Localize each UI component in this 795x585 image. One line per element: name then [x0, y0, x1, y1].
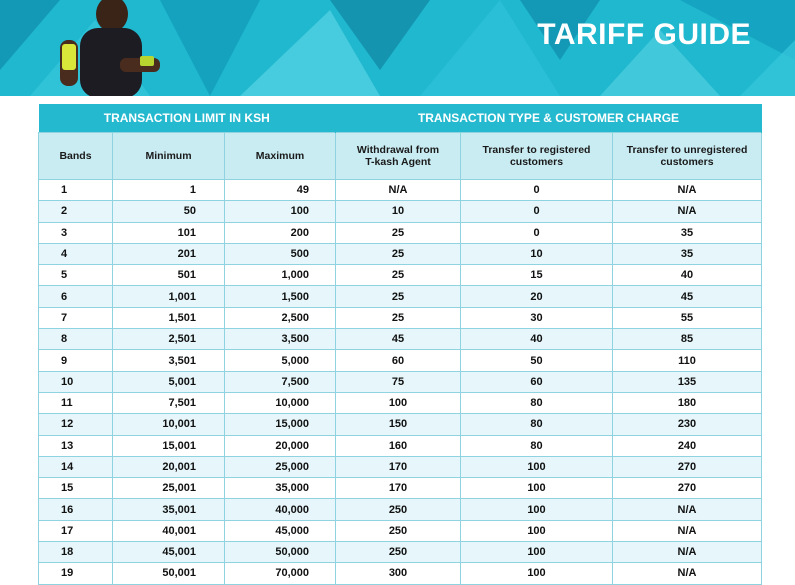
col-withdrawal [336, 133, 461, 180]
cell-band: 5 [39, 265, 113, 286]
cell-registered-fee: 60 [461, 371, 613, 392]
cell-registered-fee: 10 [461, 243, 613, 264]
table-row [39, 286, 762, 307]
cell-registered-fee: 100 [461, 563, 613, 584]
col-registered-line2: customers [509, 156, 564, 168]
cell-unregistered-fee: 180 [613, 392, 762, 413]
cell-minimum: 15,001 [113, 435, 225, 456]
header-transaction-limit: TRANSACTION LIMIT IN KSH [39, 104, 336, 133]
cell-unregistered-fee: 240 [613, 435, 762, 456]
cell-unregistered-fee: N/A [613, 180, 762, 201]
table-row [39, 265, 762, 286]
cell-unregistered-fee: N/A [613, 499, 762, 520]
column-header-row [39, 133, 762, 180]
cell-minimum: 101 [113, 222, 225, 243]
cell-minimum: 1,501 [113, 307, 225, 328]
cell-unregistered-fee: 270 [613, 478, 762, 499]
cell-unregistered-fee: 35 [613, 222, 762, 243]
cell-maximum: 25,000 [225, 456, 336, 477]
cell-withdrawal-fee: N/A [336, 180, 461, 201]
cell-band: 2 [39, 201, 113, 222]
cell-band: 13 [39, 435, 113, 456]
col-unregistered [613, 133, 762, 180]
cell-withdrawal-fee: 100 [336, 392, 461, 413]
cell-maximum: 20,000 [225, 435, 336, 456]
table-row [39, 499, 762, 520]
cell-withdrawal-fee: 75 [336, 371, 461, 392]
cell-minimum: 50 [113, 201, 225, 222]
cell-minimum: 20,001 [113, 456, 225, 477]
cell-minimum: 35,001 [113, 499, 225, 520]
table-row [39, 414, 762, 435]
cell-maximum: 10,000 [225, 392, 336, 413]
cell-maximum: 15,000 [225, 414, 336, 435]
cell-registered-fee: 100 [461, 520, 613, 541]
cell-withdrawal-fee: 25 [336, 222, 461, 243]
cell-minimum: 201 [113, 243, 225, 264]
cell-withdrawal-fee: 60 [336, 350, 461, 371]
col-withdrawal-line1: Withdrawal from [356, 144, 440, 156]
cell-registered-fee: 80 [461, 392, 613, 413]
cell-band: 18 [39, 542, 113, 563]
cell-registered-fee: 100 [461, 478, 613, 499]
cell-maximum: 500 [225, 243, 336, 264]
cell-withdrawal-fee: 150 [336, 414, 461, 435]
cell-withdrawal-fee: 25 [336, 265, 461, 286]
cell-withdrawal-fee: 45 [336, 329, 461, 350]
cell-maximum: 1,000 [225, 265, 336, 286]
cell-minimum: 10,001 [113, 414, 225, 435]
cell-minimum: 1,001 [113, 286, 225, 307]
cell-unregistered-fee: 35 [613, 243, 762, 264]
table-row [39, 542, 762, 563]
cell-unregistered-fee: 85 [613, 329, 762, 350]
cell-unregistered-fee: 230 [613, 414, 762, 435]
cell-band: 11 [39, 392, 113, 413]
cell-minimum: 1 [113, 180, 225, 201]
col-withdrawal-line2: T-kash Agent [365, 156, 431, 168]
table-row [39, 520, 762, 541]
banner [0, 0, 795, 96]
col-bands: Bands [39, 133, 113, 180]
cell-registered-fee: 0 [461, 222, 613, 243]
cell-maximum: 3,500 [225, 329, 336, 350]
cell-registered-fee: 100 [461, 456, 613, 477]
cell-maximum: 35,000 [225, 478, 336, 499]
cell-maximum: 45,000 [225, 520, 336, 541]
table-row [39, 392, 762, 413]
cell-withdrawal-fee: 170 [336, 478, 461, 499]
cell-band: 12 [39, 414, 113, 435]
cell-minimum: 2,501 [113, 329, 225, 350]
col-minimum: Minimum [113, 133, 225, 180]
cell-withdrawal-fee: 170 [336, 456, 461, 477]
cell-minimum: 7,501 [113, 392, 225, 413]
cell-unregistered-fee: N/A [613, 201, 762, 222]
cell-unregistered-fee: 45 [613, 286, 762, 307]
cell-registered-fee: 0 [461, 180, 613, 201]
header-transaction-type: TRANSACTION TYPE & CUSTOMER CHARGE [336, 104, 762, 133]
col-registered [461, 133, 613, 180]
cell-registered-fee: 30 [461, 307, 613, 328]
table-row [39, 478, 762, 499]
cell-registered-fee: 0 [461, 201, 613, 222]
cell-withdrawal-fee: 250 [336, 520, 461, 541]
cell-band: 9 [39, 350, 113, 371]
cell-maximum: 40,000 [225, 499, 336, 520]
tariff-table [38, 104, 762, 585]
table-row [39, 329, 762, 350]
cell-registered-fee: 80 [461, 414, 613, 435]
group-header-row [39, 104, 762, 133]
cell-registered-fee: 20 [461, 286, 613, 307]
cell-maximum: 1,500 [225, 286, 336, 307]
cell-band: 14 [39, 456, 113, 477]
cell-unregistered-fee: 55 [613, 307, 762, 328]
cell-band: 6 [39, 286, 113, 307]
cell-registered-fee: 15 [461, 265, 613, 286]
table-row [39, 371, 762, 392]
table-row [39, 456, 762, 477]
col-unregistered-line2: customers [660, 156, 714, 168]
cell-unregistered-fee: N/A [613, 563, 762, 584]
cell-unregistered-fee: N/A [613, 542, 762, 563]
table-row [39, 435, 762, 456]
cell-unregistered-fee: 40 [613, 265, 762, 286]
cell-band: 3 [39, 222, 113, 243]
cell-unregistered-fee: N/A [613, 520, 762, 541]
tariff-table-body [39, 180, 762, 585]
table-row [39, 180, 762, 201]
cell-band: 17 [39, 520, 113, 541]
col-unregistered-line1: Transfer to unregistered [626, 144, 748, 156]
cell-band: 19 [39, 563, 113, 584]
cell-minimum: 5,001 [113, 371, 225, 392]
cell-withdrawal-fee: 25 [336, 243, 461, 264]
cell-minimum: 3,501 [113, 350, 225, 371]
cell-registered-fee: 80 [461, 435, 613, 456]
table-row [39, 201, 762, 222]
cell-withdrawal-fee: 25 [336, 307, 461, 328]
cell-maximum: 100 [225, 201, 336, 222]
cell-withdrawal-fee: 250 [336, 499, 461, 520]
cell-minimum: 501 [113, 265, 225, 286]
cell-registered-fee: 100 [461, 499, 613, 520]
col-maximum: Maximum [225, 133, 336, 180]
col-registered-line1: Transfer to registered [482, 144, 591, 156]
cell-withdrawal-fee: 250 [336, 542, 461, 563]
cell-band: 15 [39, 478, 113, 499]
cell-minimum: 45,001 [113, 542, 225, 563]
cell-withdrawal-fee: 25 [336, 286, 461, 307]
cell-minimum: 50,001 [113, 563, 225, 584]
table-row [39, 222, 762, 243]
table-row [39, 243, 762, 264]
cell-band: 10 [39, 371, 113, 392]
cell-registered-fee: 100 [461, 542, 613, 563]
table-row [39, 350, 762, 371]
cell-maximum: 70,000 [225, 563, 336, 584]
cell-unregistered-fee: 135 [613, 371, 762, 392]
cell-unregistered-fee: 270 [613, 456, 762, 477]
cell-withdrawal-fee: 160 [336, 435, 461, 456]
cell-maximum: 5,000 [225, 350, 336, 371]
cell-minimum: 40,001 [113, 520, 225, 541]
cell-unregistered-fee: 110 [613, 350, 762, 371]
banner-title: TARIFF GUIDE [537, 18, 751, 51]
cell-maximum: 50,000 [225, 542, 336, 563]
cell-registered-fee: 50 [461, 350, 613, 371]
cell-band: 1 [39, 180, 113, 201]
cell-maximum: 2,500 [225, 307, 336, 328]
cell-band: 4 [39, 243, 113, 264]
table-row [39, 307, 762, 328]
cell-band: 7 [39, 307, 113, 328]
cell-registered-fee: 40 [461, 329, 613, 350]
cell-withdrawal-fee: 10 [336, 201, 461, 222]
tariff-table-wrapper [38, 104, 761, 585]
cell-band: 8 [39, 329, 113, 350]
cell-band: 16 [39, 499, 113, 520]
cell-maximum: 49 [225, 180, 336, 201]
cell-maximum: 7,500 [225, 371, 336, 392]
cell-maximum: 200 [225, 222, 336, 243]
cell-withdrawal-fee: 300 [336, 563, 461, 584]
cell-minimum: 25,001 [113, 478, 225, 499]
